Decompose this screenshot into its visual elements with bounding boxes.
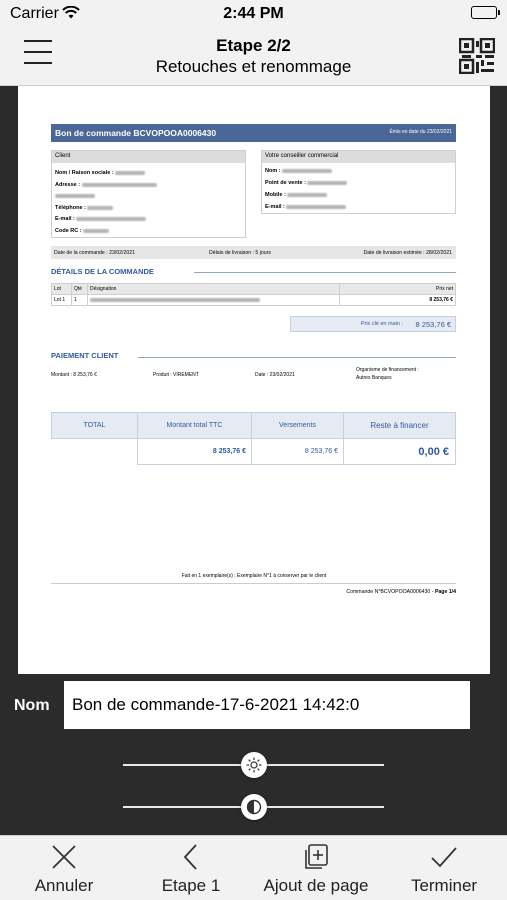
add-page-label: Ajout de page: [263, 876, 369, 895]
row-qty: 1: [72, 295, 88, 306]
table-header-price: Prix net: [340, 284, 456, 295]
totals-payments: 8 253,76 €: [252, 439, 344, 465]
totals-table: [51, 412, 456, 465]
client-box-title: Client: [52, 151, 245, 163]
qr-code-icon: [459, 38, 495, 74]
totals-remaining: 0,00 €: [344, 439, 456, 465]
net-price-label: Prix clé en main :: [360, 321, 403, 327]
battery-icon: [471, 6, 497, 19]
client-field: Adresse :: [55, 182, 81, 188]
sun-icon: [246, 757, 262, 773]
step1-button[interactable]: [150, 840, 232, 896]
finish-label: Terminer: [410, 876, 478, 895]
contrast-knob[interactable]: [241, 794, 267, 820]
row-lot: Lot 1: [52, 295, 72, 306]
totals-header-payments: Versements: [252, 413, 344, 439]
chevron-left-icon: [181, 843, 201, 871]
document-title: Bon de commande BCVOPOOA0006430: [55, 128, 217, 138]
payment-title: PAIEMENT CLIENT: [51, 351, 119, 360]
client-field: Code RC :: [55, 228, 82, 234]
table-header-designation: Désignation: [88, 284, 340, 295]
document-date: Émis en date du 23/02/2021: [389, 129, 452, 135]
finish-button[interactable]: [402, 840, 486, 896]
footer-ref: [346, 589, 456, 595]
totals-header-total: TOTAL: [52, 413, 138, 439]
document-preview[interactable]: [18, 86, 490, 674]
close-icon: [50, 843, 78, 871]
brightness-slider[interactable]: [123, 752, 384, 778]
cancel-label: Annuler: [34, 876, 94, 895]
bottom-toolbar: [0, 835, 507, 900]
client-box: [51, 150, 246, 238]
table-header-lot: Lot: [52, 284, 72, 295]
brightness-knob[interactable]: [241, 752, 267, 778]
details-divider: [194, 272, 456, 273]
nav-subtitle: Retouches et renommage: [155, 57, 352, 76]
clock: 2:44 PM: [223, 5, 284, 22]
contrast-slider[interactable]: [123, 794, 384, 820]
name-label: Nom: [14, 697, 50, 714]
footer-ref-text: Commande N°BCVOPOOA0006430 -: [346, 589, 434, 595]
advisor-field: E-mail :: [265, 204, 285, 210]
add-page-button[interactable]: [256, 840, 376, 896]
advisor-box-title: Votre conseiller commercial: [262, 151, 455, 163]
net-price-value: 8 253,76 €: [415, 320, 451, 329]
totals-amount: 8 253,76 €: [138, 439, 252, 465]
nav-title: Etape 2/2: [216, 36, 291, 55]
payment-org-value: Autres Banques: [356, 375, 392, 381]
step1-label: Etape 1: [161, 876, 221, 895]
payment-amount: Montant : 8 253,76 €: [51, 372, 97, 378]
footer-note: Fait en 1 exemplaire(s) : Exemplaire N°1 à conserver par le client: [181, 573, 327, 579]
name-input[interactable]: [64, 681, 470, 729]
checkmark-icon: [429, 843, 459, 871]
table-row: [52, 295, 456, 306]
carrier-label: Carrier: [10, 5, 59, 22]
delivery-delay: Délais de livraison : 5 jours: [209, 250, 271, 256]
top-bar: [0, 0, 507, 86]
dates-bar: [51, 246, 456, 259]
advisor-field: Mobile :: [265, 192, 286, 198]
footer-page: Page 1/4: [434, 589, 456, 595]
footer-divider: [51, 583, 456, 584]
advisor-box: [261, 150, 456, 214]
order-date: Date de la commande : 23/02/2021: [54, 250, 136, 256]
document-header: [51, 124, 456, 142]
payment-date: Date : 23/02/2021: [255, 372, 295, 378]
contrast-icon: [246, 799, 262, 815]
cancel-button[interactable]: [20, 840, 108, 896]
add-page-icon: [302, 843, 330, 871]
client-field: Nom / Raison sociale :: [55, 170, 114, 176]
delivery-date: Date de livraison estimée : 28/02/2021: [363, 250, 452, 256]
payment-divider: [138, 357, 456, 358]
row-price: 8 253,76 €: [340, 295, 456, 306]
client-field: E-mail :: [55, 216, 75, 222]
totals-header-remaining: Reste à financer: [344, 413, 456, 439]
client-field: Téléphone :: [55, 205, 86, 211]
advisor-field: Point de vente :: [265, 180, 306, 186]
payment-org-label: Organisme de financement :: [356, 367, 419, 373]
net-price-box: [290, 316, 456, 332]
payment-product: Produit : VIREMENT: [153, 372, 199, 378]
qr-code-button[interactable]: [459, 38, 495, 74]
details-title: DÉTAILS DE LA COMMANDE: [51, 267, 154, 276]
advisor-field: Nom :: [265, 168, 281, 174]
order-table: [51, 283, 456, 306]
table-header-qty: Qté: [72, 284, 88, 295]
status-bar: [0, 0, 507, 28]
totals-header-amount: Montant total TTC: [138, 413, 252, 439]
